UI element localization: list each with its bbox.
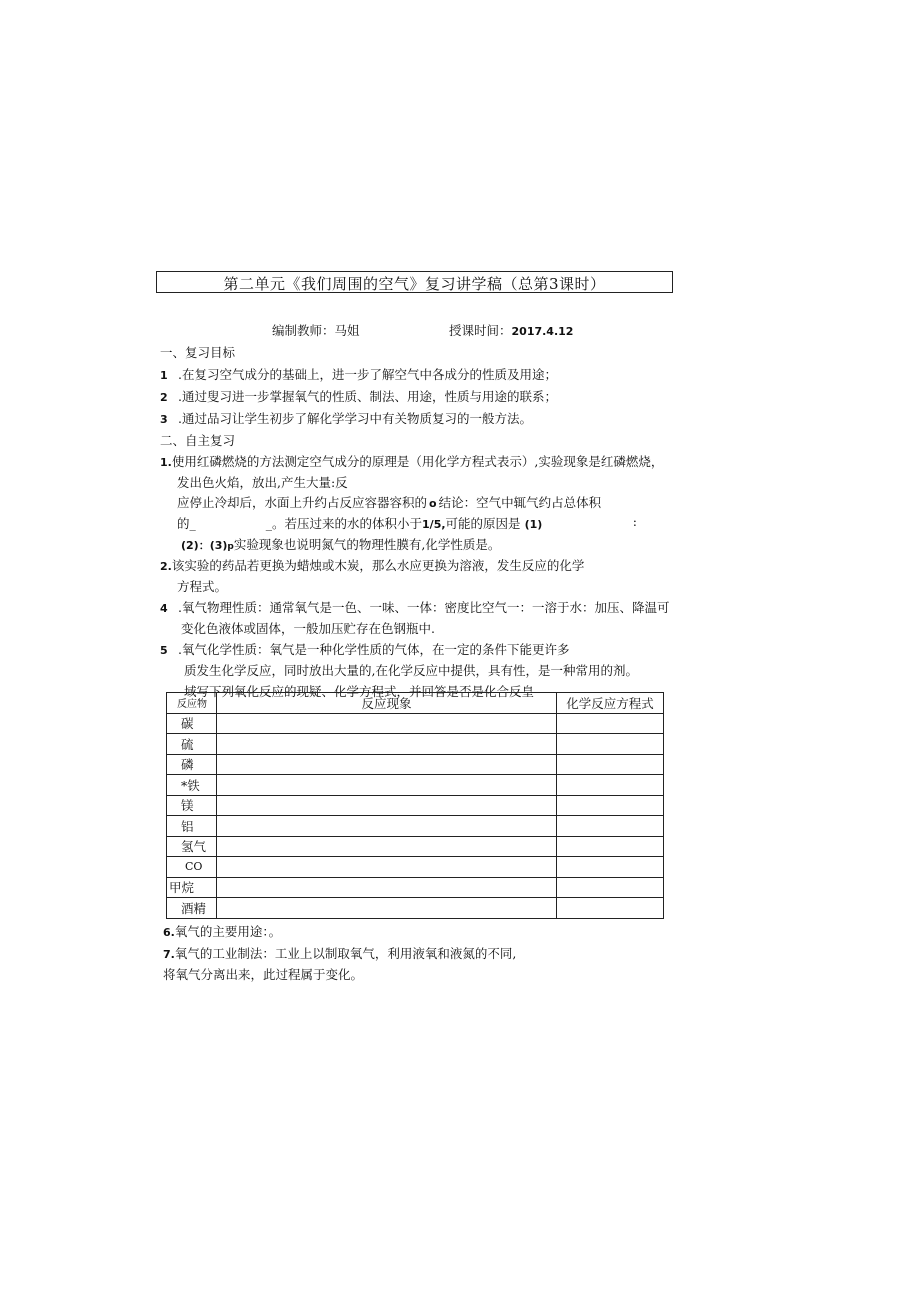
section2-heading: 二、自主复习 (160, 433, 236, 448)
teacher-label: 编制教师：马姐 (272, 323, 360, 338)
question-1-line-5 (181, 535, 500, 553)
table-row (167, 857, 664, 878)
question-1-line-3-a: 应停止冷却后，水面上升约占反应容器容积的 (177, 495, 428, 510)
equation-cell[interactable] (557, 795, 664, 816)
equation-cell[interactable] (557, 877, 664, 898)
question-1-line-4-d: 可能的原因是 (445, 516, 521, 531)
question-7-line-1 (163, 944, 516, 962)
question-1-line-4-e: (1) (524, 518, 543, 531)
reactant-cell: CO (167, 857, 217, 878)
table-row (167, 734, 664, 755)
title-box (156, 271, 673, 293)
question-6 (163, 922, 281, 940)
reactant-cell: *铁 (167, 775, 217, 796)
question-7-text: 氧气的工业制法：工业上以制取氧气，利用液氧和液氮的不同, (174, 946, 517, 961)
question-1-line-1 (160, 452, 663, 470)
equation-cell[interactable] (557, 836, 664, 857)
phenomenon-cell[interactable] (217, 857, 557, 878)
phenomenon-cell[interactable] (217, 775, 557, 796)
table-row (167, 775, 664, 796)
goal-item-2 (160, 387, 557, 405)
lesson-time (449, 321, 573, 339)
reactant-cell: 铝 (167, 816, 217, 837)
question-1-line-3-c: 结论：空气中辄气约占总体积 (438, 495, 602, 510)
phenomenon-cell[interactable] (217, 877, 557, 898)
equation-cell[interactable] (557, 734, 664, 755)
lesson-time-value: 2017.4.12 (511, 325, 574, 338)
reactant-cell: 氢气 (167, 836, 217, 857)
reactant-cell: 磷 (167, 754, 217, 775)
header-equation: 化学反应方程式 (557, 693, 664, 714)
question-5-text: .氧气化学性质：氧气是一种化学性质的气体，在一定的条件下能更许多 (178, 642, 570, 657)
question-2-line-1 (160, 556, 584, 574)
reactant-cell: 镁 (167, 795, 217, 816)
reactant-cell: 碳 (167, 713, 217, 734)
equation-cell[interactable] (557, 898, 664, 919)
goal-item-3-text: .通过品习让学生初步了解化学学习中有关物质复习的一般方法。 (178, 411, 532, 426)
phenomenon-cell[interactable] (217, 816, 557, 837)
question-1-line-3 (177, 493, 601, 511)
table-row (167, 836, 664, 857)
question-5-line-2: 质发生化学反应，同时放出大量的,在化学反应中提供，具有性，是一种常用的剂。 (184, 663, 638, 678)
question-1-line-4-c: 1/5, (422, 518, 446, 531)
question-1-line-5-c: 实验现象也说明氮气的物理性膜有,化学性质是。 (233, 537, 501, 552)
question-4-line-1 (160, 598, 669, 616)
question-2-text: 该实验的药品若更换为蜡烛或木炭，那么水应更换为溶液，发生反应的化学 (171, 558, 585, 573)
goal-item-1 (160, 365, 557, 383)
equation-cell[interactable] (557, 857, 664, 878)
question-1-line-4-f: : (632, 514, 637, 529)
question-2-line-2: 方程式。 (177, 579, 228, 594)
goal-item-2-num: 2 (160, 391, 168, 404)
equation-cell[interactable] (557, 754, 664, 775)
question-5-line-1 (160, 640, 569, 658)
question-1-line-4-b: _。若压过来的水的体积小于 (265, 516, 423, 531)
lesson-time-label: 授课时间： (449, 323, 512, 338)
question-1-line-5-b: p (227, 542, 234, 552)
header-phenomenon: 反应现象 (217, 693, 557, 714)
question-1-line-3-b: o (429, 497, 437, 510)
question-1-line-5-a: (2)：(3) (181, 539, 228, 552)
table-row (167, 898, 664, 919)
equation-cell[interactable] (557, 816, 664, 837)
equation-cell[interactable] (557, 775, 664, 796)
table-header-row (167, 693, 664, 714)
table-row (167, 795, 664, 816)
reaction-table (166, 692, 664, 919)
question-2-num: 2. (160, 560, 172, 573)
question-6-num: 6. (163, 926, 175, 939)
phenomenon-cell[interactable] (217, 795, 557, 816)
goal-item-3-num: 3 (160, 413, 168, 426)
table-row (167, 713, 664, 734)
equation-cell[interactable] (557, 713, 664, 734)
question-4-text: .氧气物理性质：通常氧气是一色、一味、一体：密度比空气一：一溶于水：加压、降温可 (178, 600, 670, 615)
question-7-line-2: 将氧气分离出来，此过程属于变化。 (163, 967, 364, 982)
header-reactant: 反应物 (167, 693, 217, 714)
table-row (167, 816, 664, 837)
goal-item-1-text: .在复习空气成分的基础上，进一步了解空气中各成分的性质及用途； (178, 367, 557, 382)
reactant-cell: 甲烷 (167, 877, 217, 898)
phenomenon-cell[interactable] (217, 754, 557, 775)
question-7-num: 7. (163, 948, 175, 961)
reactant-cell: 硫 (167, 734, 217, 755)
question-1-text: 使用红磷燃烧的方法测定空气成分的原理是（用化学方程式表示）,实验现象是红磷燃烧， (171, 454, 664, 469)
phenomenon-cell[interactable] (217, 713, 557, 734)
phenomenon-cell[interactable] (217, 734, 557, 755)
goal-item-2-text: .通过叟习进一步掌握氧气的性质、制法、用途，性质与用途的联系； (178, 389, 557, 404)
goal-item-1-num: 1 (160, 369, 168, 382)
question-4-line-2: 变化色液体或固体，一般加压贮存在色钢瓶中. (181, 621, 435, 636)
question-1-num: 1. (160, 456, 172, 469)
table-row (167, 754, 664, 775)
reactant-cell: 酒精 (167, 898, 217, 919)
section1-heading: 一、复习目标 (160, 345, 236, 360)
question-5-line-3: 域写下列氧化反应的现疑、化学方程式，并回答是否是化合反皇 (184, 684, 535, 699)
phenomenon-cell[interactable] (217, 898, 557, 919)
table-row (167, 877, 664, 898)
question-1-line-4 (177, 514, 637, 532)
goal-item-3 (160, 409, 532, 427)
question-1-line-4-a: 的_ (177, 516, 196, 531)
phenomenon-cell[interactable] (217, 836, 557, 857)
question-1-line-2: 发出色火焰，放出,产生大量:反 (177, 475, 348, 490)
question-4-num: 4 (160, 602, 168, 615)
question-6-text: 氧气的主要用途：。 (174, 924, 282, 939)
page-title: 第二单元《我们周围的空气》复习讲学稿（总第3课时） (223, 275, 606, 293)
question-5-num: 5 (160, 644, 168, 657)
